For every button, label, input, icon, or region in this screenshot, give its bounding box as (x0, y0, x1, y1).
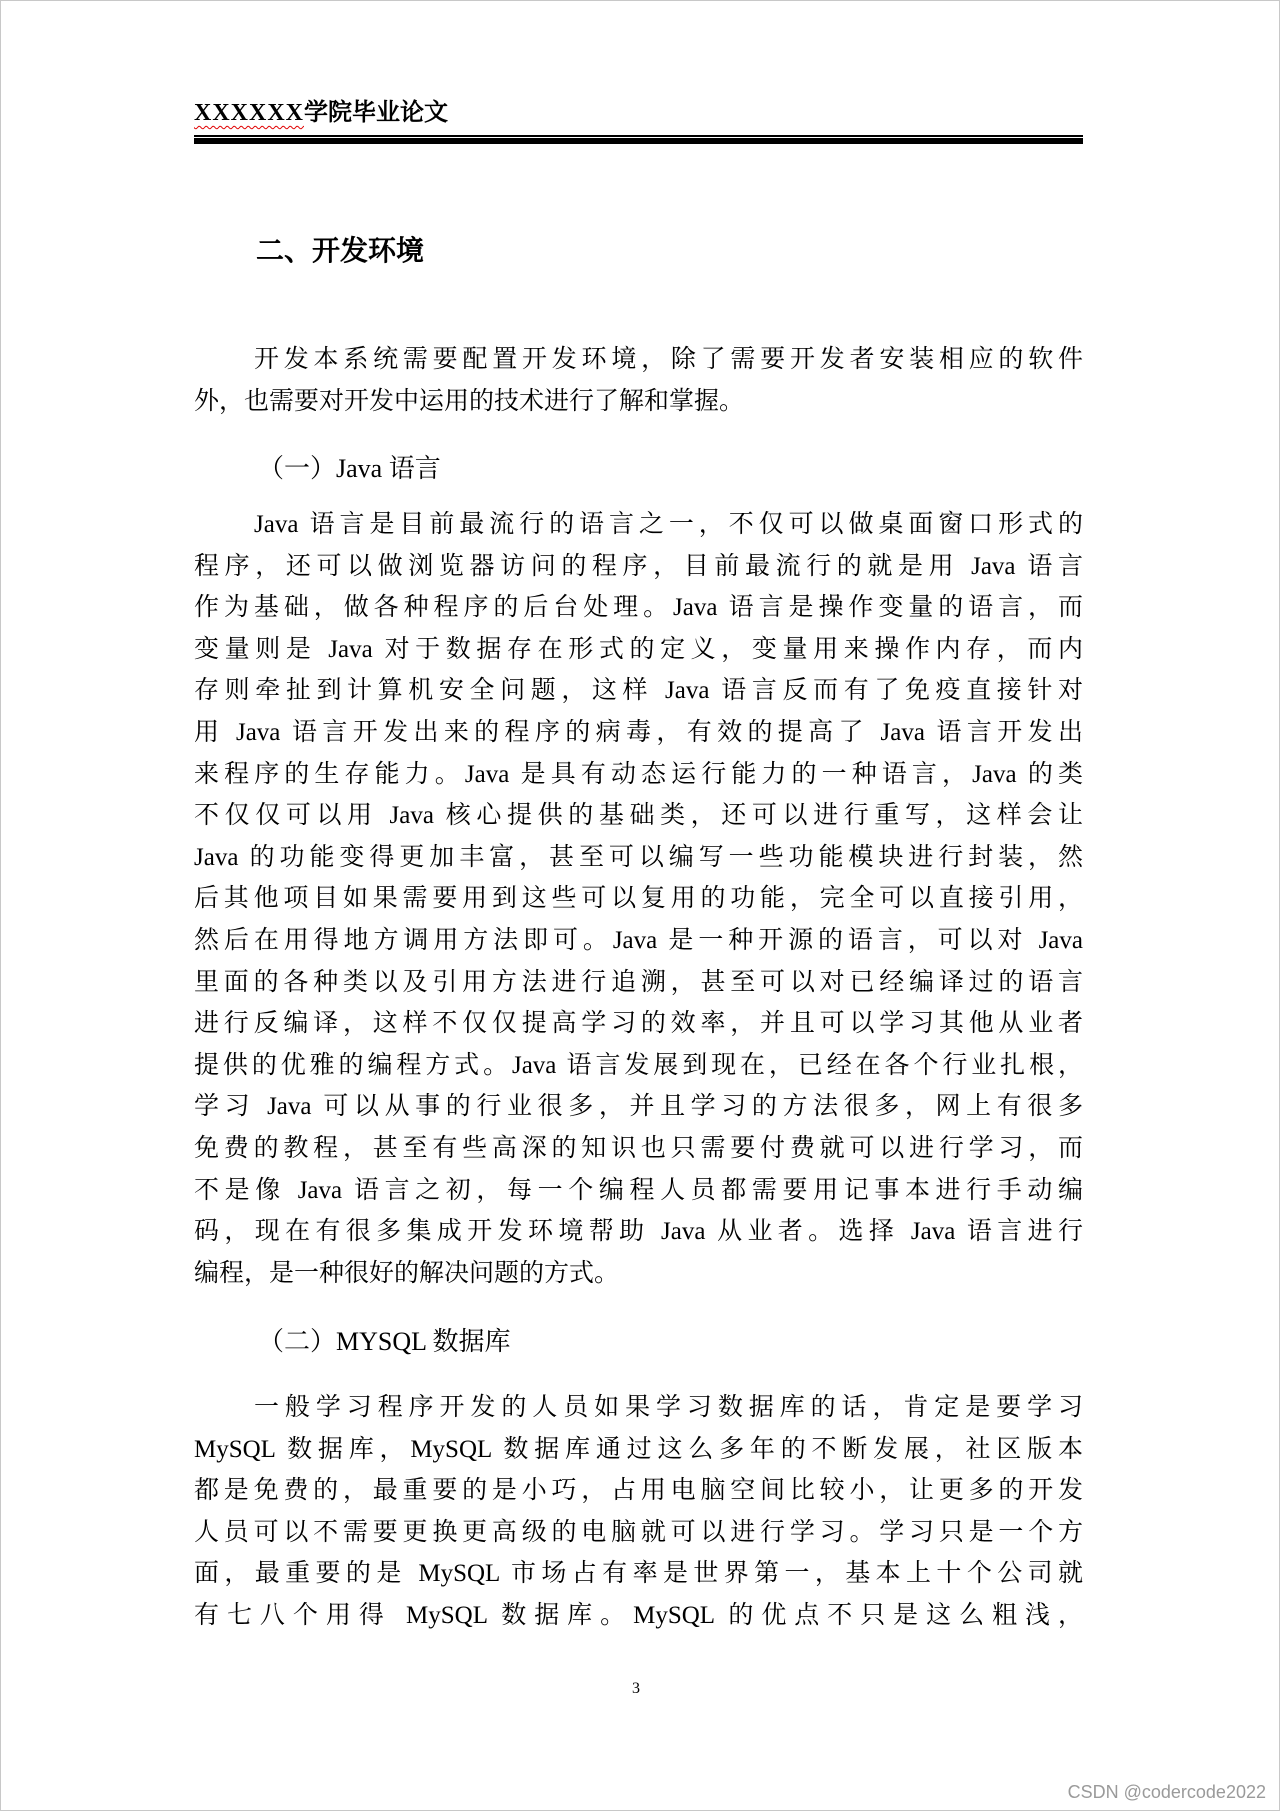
text-line: 免费的教程，甚至有些高深的知识也只需要付费就可以进行学习，而 (194, 1134, 1083, 1162)
intro-paragraph (194, 339, 1083, 422)
text-line: 后其他项目如果需要用到这些可以复用的功能，完全可以直接引用， (194, 885, 1083, 913)
text-line: 开发本系统需要配置开发环境，除了需要开发者安装相应的软件 (254, 346, 1083, 373)
text-line: 面，最重要的是 MySQL 市场占有率是世界第一，基本上十个公司就 (194, 1560, 1083, 1588)
text-line: 来程序的生存能力。Java 是具有动态运行能力的一种语言，Java 的类 (194, 760, 1083, 788)
text-line: 进行反编译，这样不仅仅提高学习的效率，并且可以学习其他从业者 (194, 1010, 1083, 1038)
mysql-paragraph (194, 1387, 1083, 1637)
text-line: Java 的功能变得更加丰富，甚至可以编写一些功能模块进行封装，然 (194, 843, 1083, 871)
page-number: 3 (632, 1680, 640, 1697)
text-line: 都是免费的，最重要的是小巧，占用电脑空间比较小，让更多的开发 (194, 1477, 1083, 1505)
section-title-java: （一）Java 语言 (258, 454, 441, 483)
text-line: 有七八个用得 MySQL 数据库。MySQL 的优点不只是这么粗浅， (194, 1601, 1083, 1629)
text-line: 提供的优雅的编程方式。Java 语言发展到现在，已经在各个行业扎根， (194, 1051, 1083, 1079)
header-rule-thick (194, 138, 1083, 144)
text-line: 人员可以不需要更换更高级的电脑就可以进行学习。学习只是一个方 (194, 1518, 1083, 1546)
section-title-mysql: （二）MYSQL 数据库 (258, 1327, 511, 1356)
running-header (194, 97, 448, 129)
text-line: 存则牵扯到计算机安全问题，这样 Java 语言反而有了免疫直接针对 (194, 677, 1083, 705)
chapter-title: 二、开发环境 (256, 236, 425, 267)
text-line: 一般学习程序开发的人员如果学习数据库的话，肯定是要学习 (254, 1394, 1083, 1421)
java-paragraph (194, 504, 1083, 1294)
text-line: 作为基础，做各种程序的后台处理。Java 语言是操作变量的语言，而 (194, 594, 1083, 622)
text-line: MySQL 数据库，MySQL 数据库通过这么多年的不断发展，社区版本 (194, 1435, 1083, 1463)
text-line: 不仅仅可以用 Java 核心提供的基础类，还可以进行重写，这样会让 (194, 802, 1083, 830)
watermark: CSDN @codercode2022 (1067, 1782, 1266, 1802)
text-line: 外，也需要对开发中运用的技术进行了解和掌握。 (194, 387, 745, 415)
text-line: 里面的各种类以及引用方法进行追溯，甚至可以对已经编译过的语言 (194, 968, 1083, 996)
text-line: 程序，还可以做浏览器访问的程序，目前最流行的就是用 Java 语言 (194, 552, 1083, 580)
text-line: 然后在用得地方调用方法即可。Java 是一种开源的语言，可以对 Java (194, 926, 1083, 954)
header-title: 学院毕业论文 (304, 100, 448, 126)
text-line: 用 Java 语言开发出来的程序的病毒，有效的提高了 Java 语言开发出 (194, 718, 1083, 746)
text-line: 编程，是一种很好的解决问题的方式。 (194, 1259, 620, 1287)
text-line: 变量则是 Java 对于数据存在形式的定义，变量用来操作内存，而内 (194, 635, 1083, 663)
text-line: Java 语言是目前最流行的语言之一，不仅可以做桌面窗口形式的 (254, 511, 1083, 538)
text-line: 不是像 Java 语言之初，每一个编程人员都需要用记事本进行手动编 (194, 1176, 1083, 1204)
header-school-placeholder: XXXXXX (194, 100, 304, 126)
text-line: 学习 Java 可以从事的行业很多，并且学习的方法很多，网上有很多 (194, 1093, 1083, 1121)
header-rule-thin (194, 135, 1083, 137)
text-line: 码，现在有很多集成开发环境帮助 Java 从业者。选择 Java 语言进行 (194, 1218, 1083, 1246)
